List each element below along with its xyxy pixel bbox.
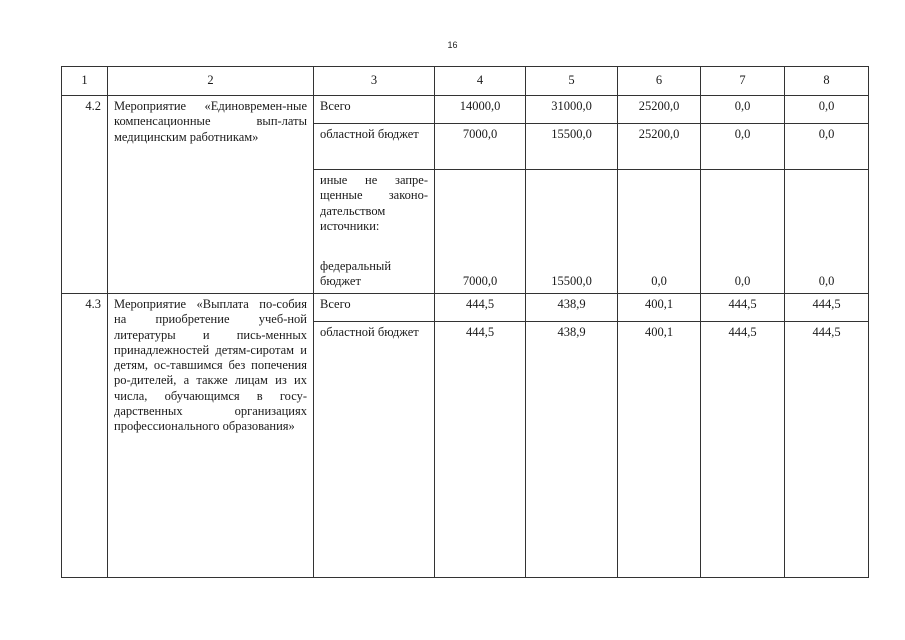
value-cell [618,170,701,294]
value-cell: 0,0 [785,96,869,124]
budget-table [61,66,869,578]
value-cell: 444,5 [435,322,526,578]
header-cell-7: 7 [701,67,785,96]
value-cell: 444,5 [701,294,785,322]
value-cell: 400,1 [618,322,701,578]
federal-value: 7000,0 [462,273,498,288]
value-cell: 25200,0 [618,96,701,124]
value-cell: 31000,0 [526,96,618,124]
federal-value: 15500,0 [551,273,592,288]
value-cell: 0,0 [785,124,869,170]
value-cell: 444,5 [701,322,785,578]
value-cell: 400,1 [618,294,701,322]
value-cell: 25200,0 [618,124,701,170]
value-cell: 444,5 [435,294,526,322]
value-cell: 438,9 [526,294,618,322]
value-cell [785,170,869,294]
item-description: Мероприятие «Единовремен-ные компенсационные вып-латы медицинским работникам» [108,96,314,294]
value-cell: 0,0 [701,124,785,170]
federal-budget-label: федеральный бюджет [320,258,392,288]
value-cell: 438,9 [526,322,618,578]
value-cell: 15500,0 [526,124,618,170]
source-cell: областной бюджет [314,124,435,170]
source-cell: Всего [314,294,435,322]
page-number: 16 [447,40,458,50]
federal-value: 0,0 [818,273,835,288]
item-description: Мероприятие «Выплата по-собия на приобретение учеб-ной литературы и пись-менных принадлежностей детям-сиротам и детям, ос-тавшимся без попечения ро-дителей, а также лицам из их числа, обучающимся в госу-дарственных организациях профессионального образования» [108,294,314,578]
header-cell-2: 2 [108,67,314,96]
value-cell: 0,0 [701,96,785,124]
header-cell-4: 4 [435,67,526,96]
item-code: 4.2 [62,96,108,294]
other-sources-label: иные не запре-щенные законо-дательством источники: [320,173,428,233]
header-cell-3: 3 [314,67,435,96]
source-cell [314,170,435,294]
value-cell: 444,5 [785,294,869,322]
header-cell-1: 1 [62,67,108,96]
value-cell: 14000,0 [435,96,526,124]
value-cell: 444,5 [785,322,869,578]
federal-value: 0,0 [651,273,667,288]
item-code: 4.3 [62,294,108,578]
table-row [62,96,869,124]
value-cell [701,170,785,294]
source-cell: областной бюджет [314,322,435,578]
header-cell-5: 5 [526,67,618,96]
header-cell-8: 8 [785,67,869,96]
value-cell [435,170,526,294]
header-row [62,67,869,96]
header-cell-6: 6 [618,67,701,96]
table-row [62,294,869,322]
source-cell: Всего [314,96,435,124]
value-cell: 7000,0 [435,124,526,170]
value-cell [526,170,618,294]
federal-value: 0,0 [734,273,751,288]
